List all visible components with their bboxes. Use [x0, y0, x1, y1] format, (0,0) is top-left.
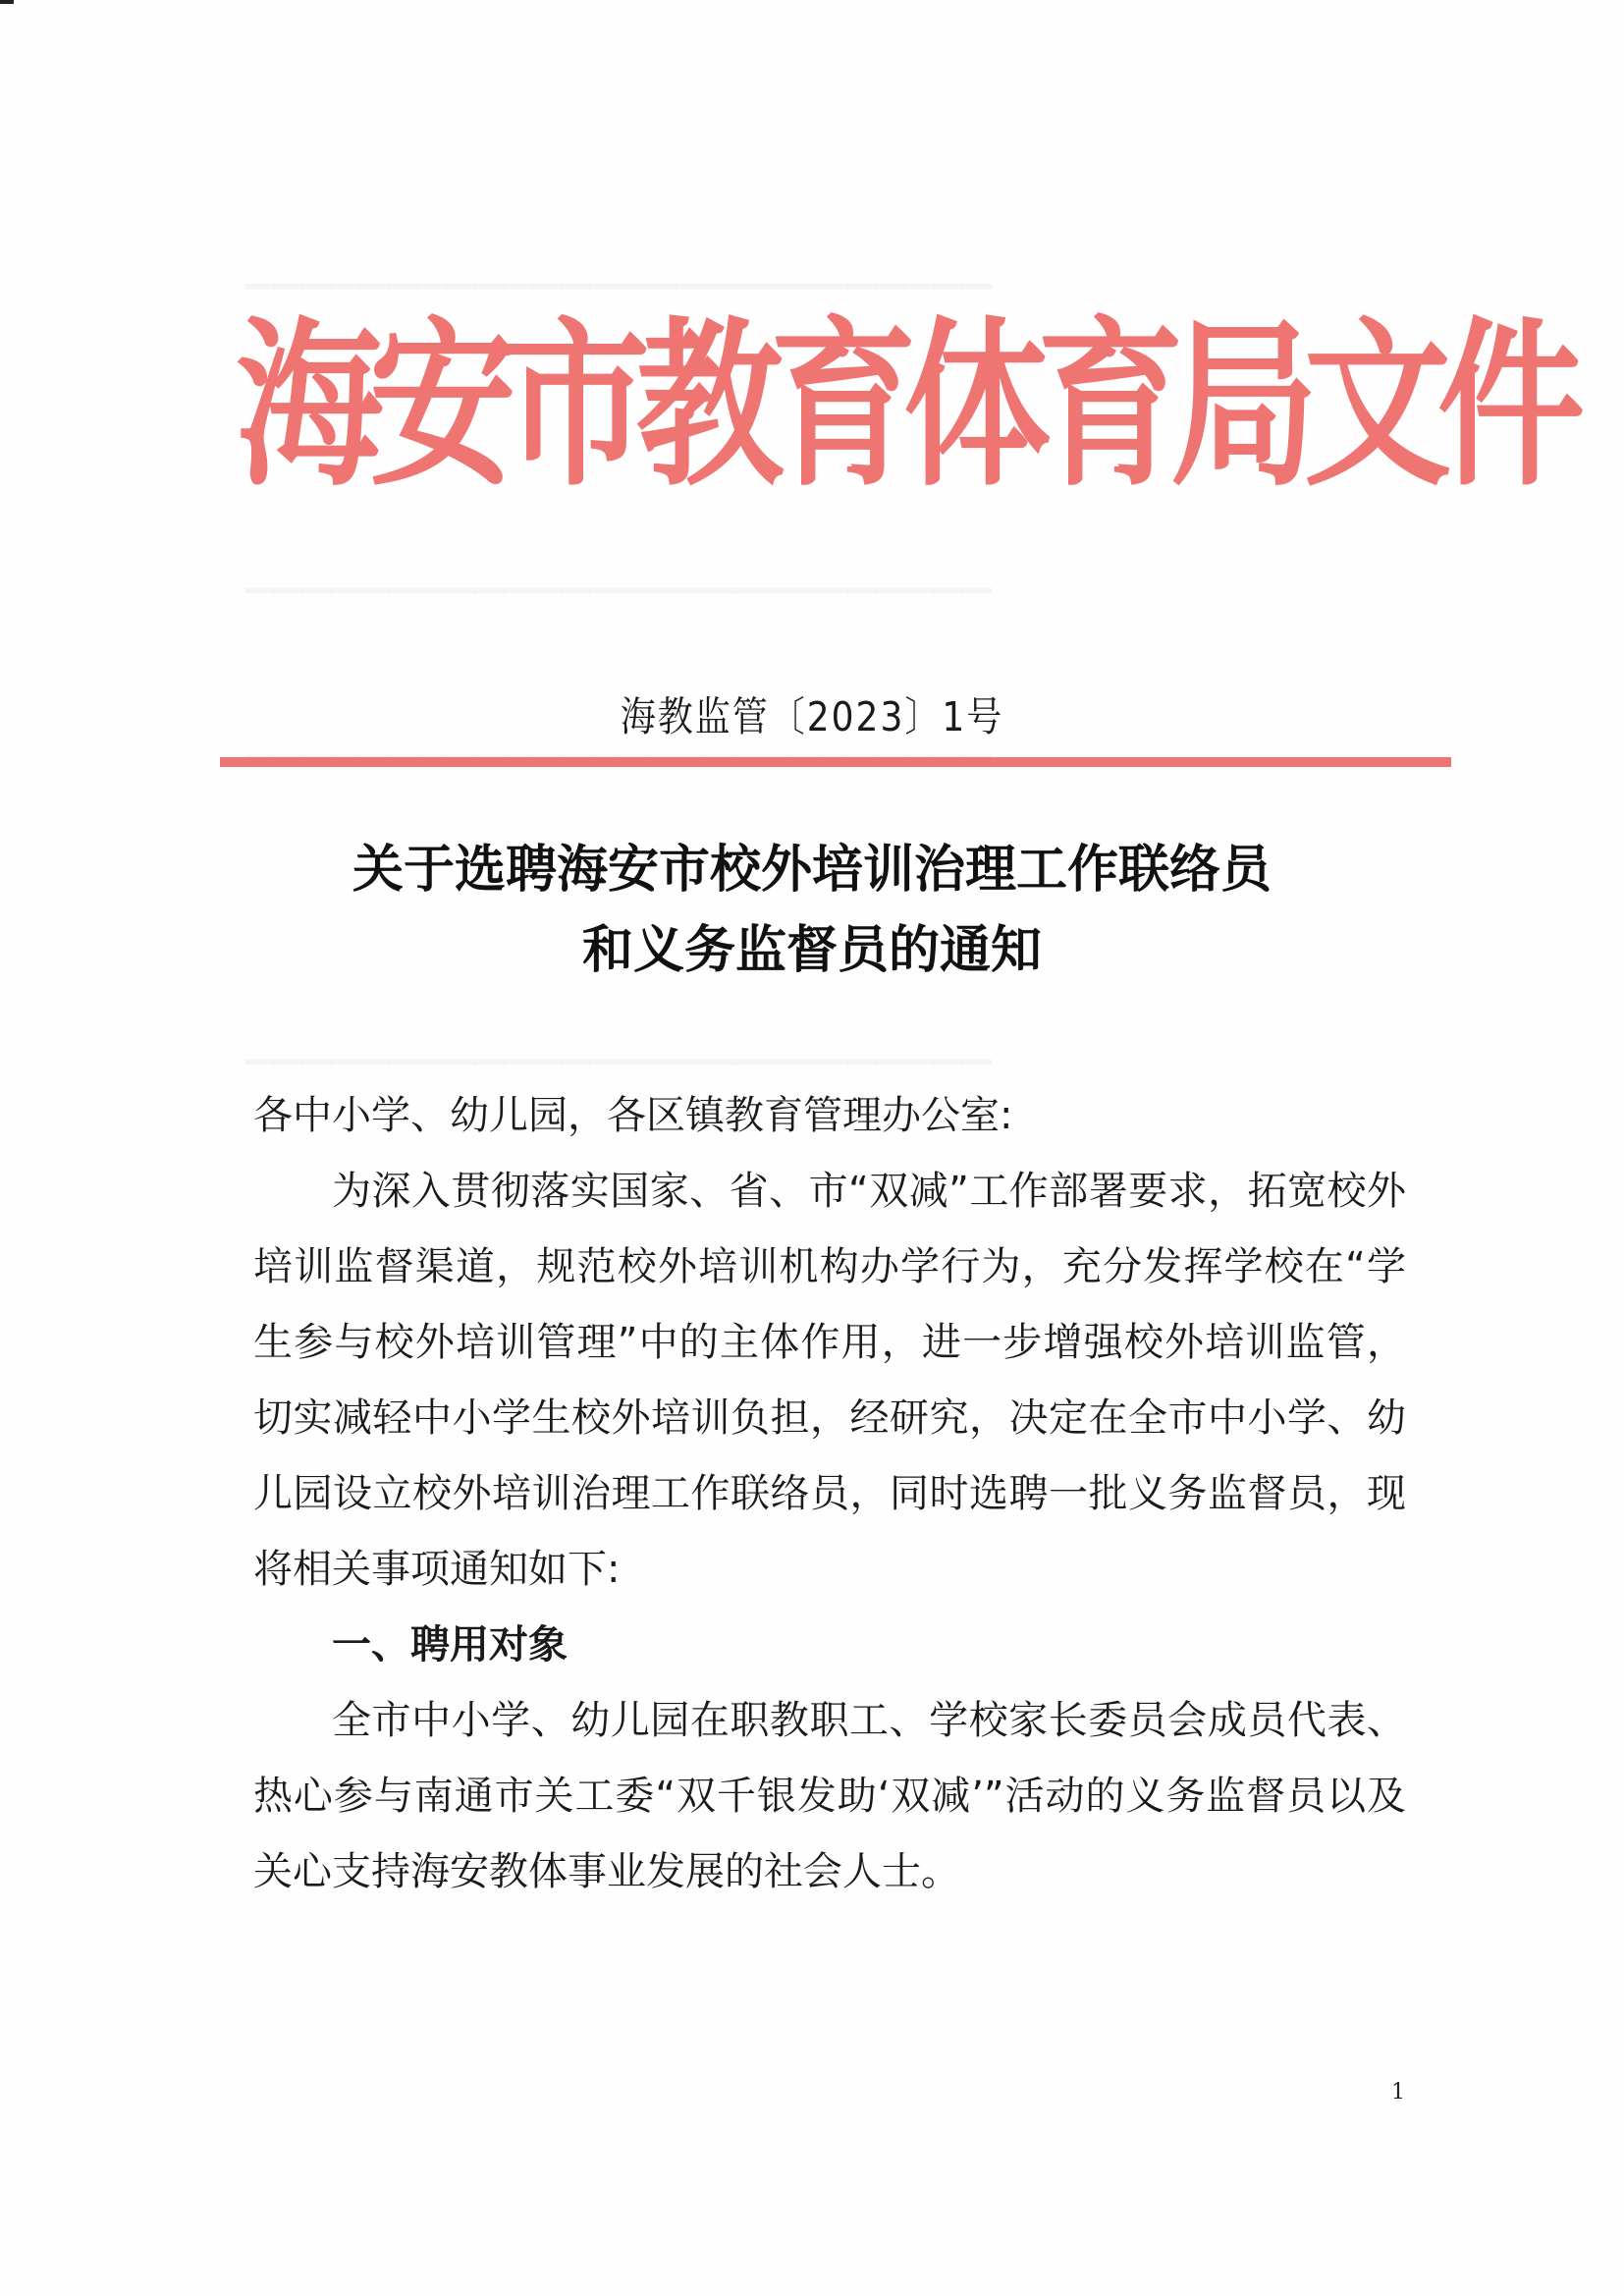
- red-separator-rule: [220, 757, 1451, 767]
- title-line-2: 和义务监督员的通知: [581, 920, 1042, 980]
- document-number: 海教监管〔2023〕1号: [620, 694, 1004, 741]
- issuer-header-char: 体: [903, 300, 1052, 512]
- page-number: 1: [1391, 2080, 1405, 2105]
- scan-artifact: [0, 0, 14, 4]
- bleed-through-texture: [245, 1021, 992, 1065]
- bleed-through-texture: [245, 246, 992, 289]
- issuer-header-char: 海: [236, 300, 384, 512]
- section-heading: 一、聘用对象: [332, 1622, 568, 1667]
- salutation: 各中小学、幼儿园，各区镇教育管理办公室:: [253, 1093, 1013, 1138]
- bleed-through-texture: [245, 550, 992, 593]
- section-body: 全市中小学、幼儿园在职教职工、学校家长委员会成员代表、热心参与南通市关工委“双千银发助‘双减’”活动的义务监督员以及关心支持海安教体事业发展的社会人士。: [253, 1698, 1406, 1894]
- issuer-header-char: 市: [503, 300, 651, 512]
- issuer-header: [236, 292, 1586, 519]
- issuer-header-char: 教: [636, 300, 785, 512]
- issuer-header-char: 件: [1437, 300, 1586, 512]
- issuer-header-char: 安: [369, 300, 517, 512]
- document-title: [0, 830, 1624, 991]
- intro-paragraph: 为深入贯彻落实国家、省、市“双减”工作部署要求，拓宽校外培训监督渠道，规范校外培训机构办学行为，充分发挥学校在“学生参与校外培训管理”中的主体作用，进一步增强校外培训监管，切实减轻中小学生校外培训负担，经研究，决定在全市中小学、幼儿园设立校外培训治理工作联络员，同时选聘一批义务监督员，现将相关事项通知如下:: [253, 1169, 1406, 1592]
- issuer-header-char: 育: [1037, 300, 1185, 512]
- issuer-header-char: 育: [770, 300, 918, 512]
- title-line-1: 关于选聘海安市校外培训治理工作联络员: [352, 840, 1272, 900]
- issuer-header-char: 文: [1304, 300, 1452, 512]
- issuer-header-char: 局: [1170, 300, 1319, 512]
- document-body: [253, 1078, 1406, 1910]
